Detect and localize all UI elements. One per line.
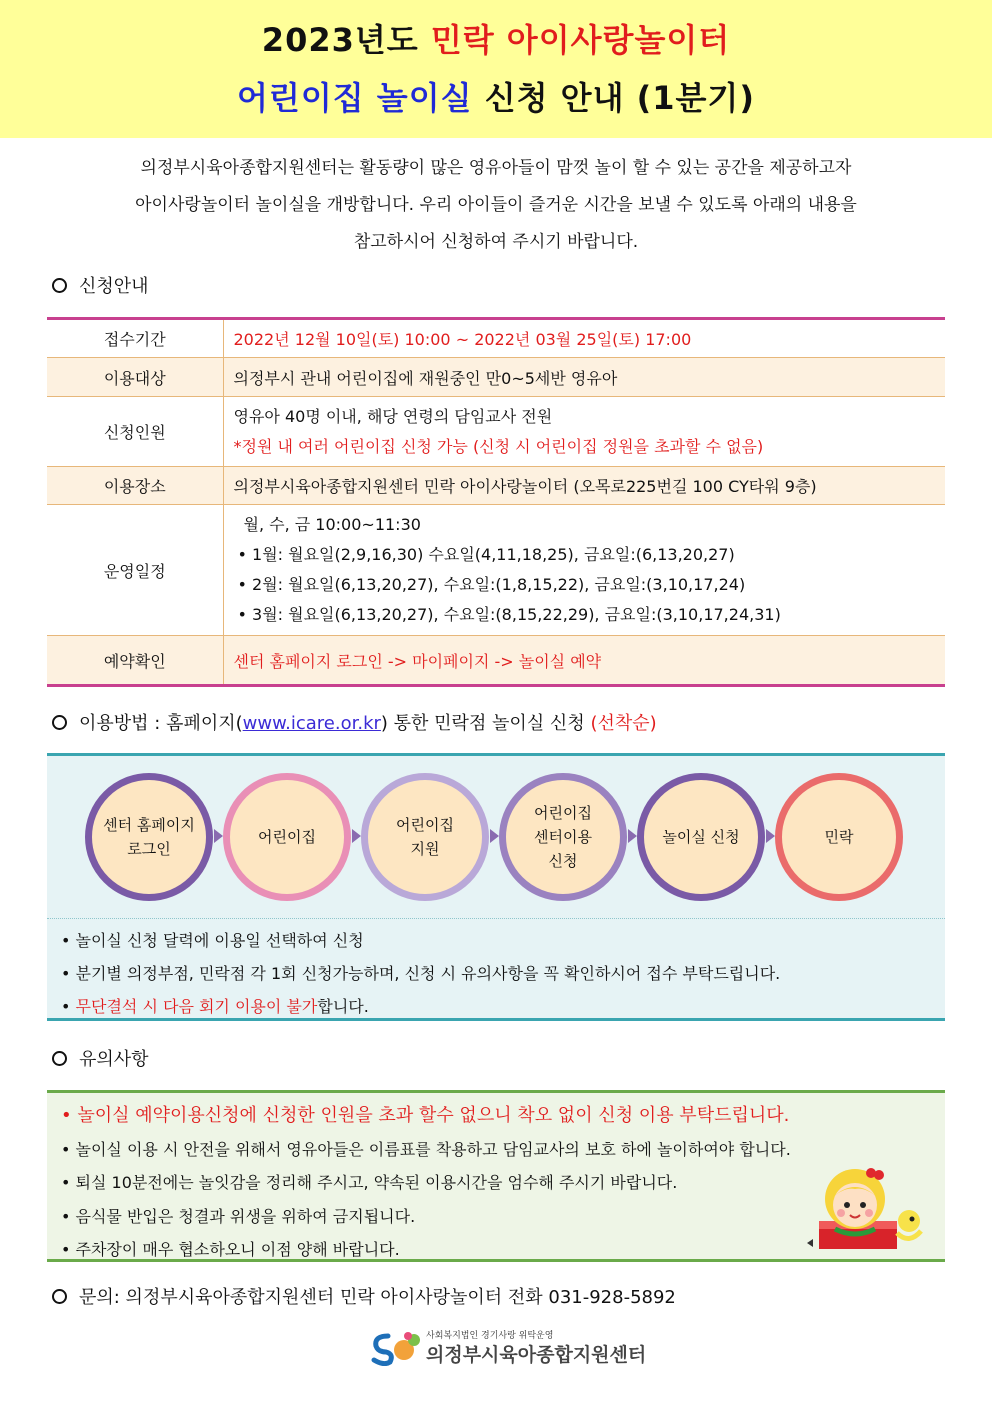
- flow-step: [85, 773, 213, 901]
- row-value-target: 의정부시 관내 어린이집에 재원중인 만0~5세반 영유아: [223, 358, 945, 397]
- schedule-line: 월, 수, 금 10:00~11:30: [243, 515, 421, 534]
- intro-line: 참고하시어 신청하여 주시기 바랍니다.: [353, 232, 639, 252]
- row-value-period: 2022년 12월 10일(토) 10:00 ~ 2022년 03월 25일(토) 17:00: [223, 319, 945, 358]
- schedule-line: • 3월: 월요일(6,13,20,27), 수요일:(8,15,22,29), 금요일:(3,10,17,24,31): [237, 605, 781, 624]
- method-notes: [61, 924, 780, 1023]
- row-label: 신청인원: [47, 397, 223, 467]
- table-row: [47, 505, 945, 636]
- homepage-link[interactable]: www.icare.or.kr: [242, 713, 381, 734]
- method-note: • 분기별 의정부점, 민락점 각 1회 신청가능하며, 신청 시 유의사항을 꼭 확인하시어 접수 부탁드립니다.: [61, 964, 781, 983]
- title-year: 2023년도: [261, 21, 419, 59]
- circle-bullet-icon: [52, 1051, 67, 1066]
- title-center-name: 민락 아이사랑놀이터: [430, 21, 731, 59]
- circle-bullet-icon: [52, 715, 67, 730]
- schedule-line: • 1월: 월요일(2,9,16,30) 수요일(4,11,18,25), 금요일:(6,13,20,27): [237, 545, 735, 564]
- flow-step: [223, 773, 351, 901]
- flow-step-line: 어린이집: [534, 804, 592, 822]
- caution-box: [47, 1090, 945, 1262]
- section-heading-application: [52, 272, 149, 298]
- caution-item: • 주차장이 매우 협소하오니 이점 양해 바랍니다.: [61, 1240, 400, 1259]
- method-note: • 놀이실 신청 달력에 이용일 선택하여 신청: [61, 931, 364, 950]
- caution-item: • 음식물 반입은 청결과 위생을 위하여 금지됩니다.: [61, 1206, 416, 1226]
- logo-operator: 사회복지법인 경기사랑 위탁운영: [426, 1331, 554, 1341]
- title-line-2: [0, 78, 992, 118]
- flow-step-line: 신청: [548, 852, 578, 870]
- table-row: [47, 397, 945, 467]
- method-first-come: (선착순): [590, 713, 657, 734]
- flow-step-line: 센터이용: [534, 828, 592, 846]
- table-row: [47, 467, 945, 505]
- row-label: 접수기간: [47, 319, 223, 358]
- flow-step-line: 어린이집: [396, 816, 454, 834]
- flow-step: [775, 773, 903, 901]
- intro-line: 의정부시육아종합지원센터는 활동량이 많은 영유아들이 맘껏 놀이 할 수 있는 공간을 제공하고자: [140, 158, 852, 178]
- contact-text: 문의: 의정부시육아종합지원센터 민락 아이사랑놀이터 전화 031-928-5892: [79, 1287, 676, 1308]
- flow-step-line: 센터 홈페이지: [103, 816, 195, 834]
- title-playroom: 어린이집 놀이실: [237, 79, 473, 117]
- flow-step-line: 지원: [410, 840, 440, 858]
- caution-list: [61, 1099, 791, 1267]
- arrow-right-icon: [214, 829, 223, 843]
- section-heading-text: 신청안내: [79, 276, 149, 297]
- people-note: *정원 내 여러 어린이집 신청 가능 (신청 시 어린이집 정원을 초과할 수 없음): [233, 436, 764, 456]
- flow-step-line: 민락: [824, 828, 854, 846]
- flow-step-line: 놀이실 신청: [662, 828, 740, 846]
- title-subtitle: 신청 안내 (1분기): [484, 79, 755, 117]
- logo-center-name: 의정부시육아종합지원센터: [426, 1344, 647, 1366]
- method-prefix: 이용방법 : 홈페이지(: [79, 713, 243, 734]
- title-banner: [0, 0, 992, 138]
- people-line: 영유아 40명 이내, 해당 연령의 담임교사 전원: [233, 406, 553, 426]
- circle-bullet-icon: [52, 1289, 67, 1304]
- row-value-place: 의정부시육아종합지원센터 민락 아이사랑놀이터 (오목로225번길 100 CY타워 9층): [223, 467, 945, 505]
- row-label: 예약확인: [47, 636, 223, 686]
- flow-step-line: 어린이집: [258, 828, 316, 846]
- arrow-right-icon: [628, 829, 637, 843]
- row-value-schedule: [223, 505, 945, 636]
- method-middle: ) 통한 민락점 놀이실 신청: [380, 713, 591, 734]
- process-flow-box: [47, 753, 945, 1021]
- child-mascot-icon: [805, 1163, 925, 1253]
- intro-line: 아이사랑놀이터 놀이실을 개방합니다. 우리 아이들이 즐거운 시간을 보낼 수 있도록 아래의 내용을: [135, 195, 857, 215]
- center-logo-icon: [370, 1330, 422, 1366]
- center-logo: [370, 1328, 650, 1368]
- flow-step: [637, 773, 765, 901]
- section-heading-text: 유의사항: [79, 1049, 149, 1070]
- divider: [47, 918, 945, 919]
- caution-item: • 놀이실 이용 시 안전을 위해서 영유아들은 이름표를 착용하고 담임교사의 보호 하에 놀이하여야 합니다.: [61, 1139, 791, 1159]
- table-row: [47, 319, 945, 358]
- row-label: 이용대상: [47, 358, 223, 397]
- row-label: 이용장소: [47, 467, 223, 505]
- schedule-line: • 2월: 월요일(6,13,20,27), 수요일:(1,8,15,22), 금요일:(3,10,17,24): [237, 575, 746, 594]
- contact-info: [52, 1283, 676, 1309]
- application-info-table: [47, 317, 945, 687]
- section-heading-method: [52, 709, 657, 735]
- section-heading-caution: [52, 1045, 149, 1071]
- table-row: [47, 358, 945, 397]
- table-row: [47, 636, 945, 686]
- row-value-people: [223, 397, 945, 467]
- caution-item: • 놀이실 예약이용신청에 신청한 인원을 초과 할수 없으니 착오 없이 신청 이용 부탁드립니다.: [61, 1105, 790, 1126]
- row-value-confirm: 센터 홈페이지 로그인 -> 마이페이지 -> 놀이실 예약: [223, 636, 945, 686]
- no-show-warning: 무단결석 시 다음 회기 이용이 불가: [75, 997, 318, 1016]
- circle-bullet-icon: [52, 278, 67, 293]
- intro-paragraph: [30, 150, 962, 261]
- arrow-right-icon: [352, 829, 361, 843]
- no-show-warning-rest: 합니다.: [317, 997, 369, 1016]
- arrow-right-icon: [766, 829, 775, 843]
- title-line-1: [0, 20, 992, 60]
- caution-item: • 퇴실 10분전에는 놀잇감을 정리해 주시고, 약속된 이용시간을 엄수해 주시기 바랍니다.: [61, 1173, 678, 1192]
- flow-step-line: 로그인: [127, 840, 171, 858]
- arrow-right-icon: [490, 829, 499, 843]
- row-label: 운영일정: [47, 505, 223, 636]
- flow-step: [361, 773, 489, 901]
- flow-step: [499, 773, 627, 901]
- method-note: • 무단결석 시 다음 회기 이용이 불가합니다.: [61, 997, 369, 1016]
